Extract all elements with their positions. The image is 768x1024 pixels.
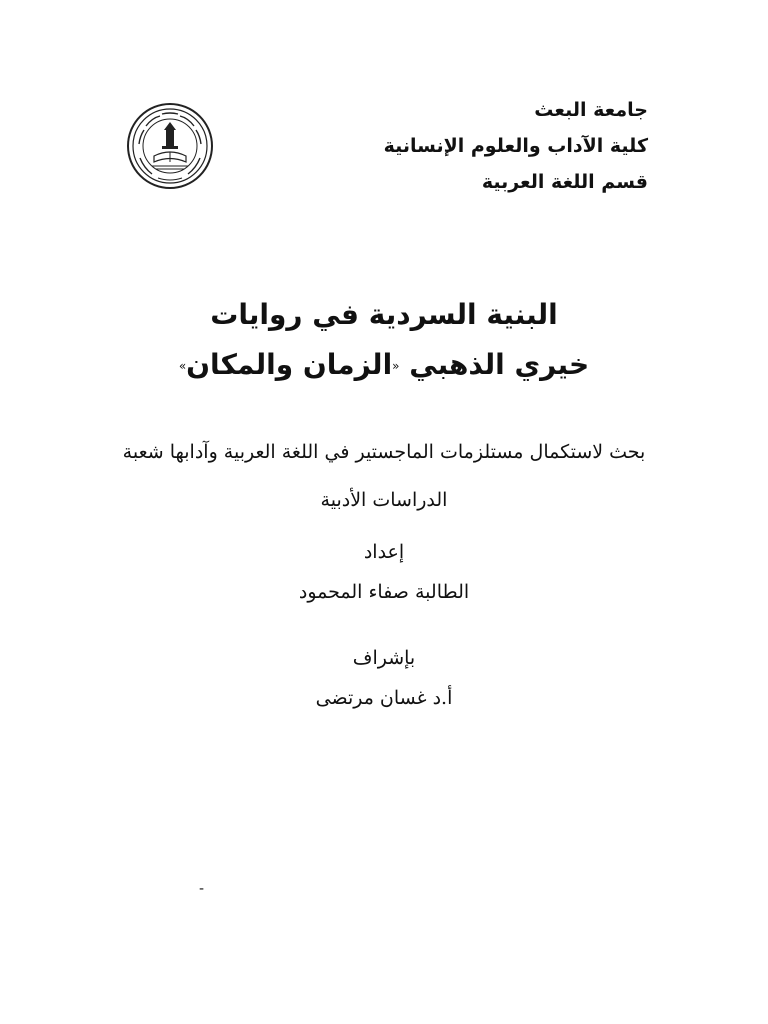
student-name: الطالبة صفاء المحمود — [298, 581, 470, 603]
author-name: خيري الذهبي — [399, 348, 590, 381]
institution-header — [348, 92, 648, 200]
thesis-details — [0, 432, 768, 716]
thesis-title — [0, 290, 768, 390]
supervision-label: بإشراف — [352, 647, 416, 669]
purpose-line-1: بحث لاستكمال مستلزمات الماجستير في اللغة العربية وآدابها شعبة — [122, 441, 646, 463]
supervisor-name: أ.د غسان مرتضى — [315, 687, 453, 709]
quote-close: » — [178, 359, 187, 373]
quote-open: « — [392, 359, 400, 373]
university-name: جامعة البعث — [534, 99, 648, 121]
purpose-line-2: الدراسات الأدبية — [320, 489, 448, 511]
department-name: قسم اللغة العربية — [481, 171, 648, 193]
title-subject: الزمان والمكان — [186, 348, 393, 381]
preparation-label: إعداد — [363, 541, 405, 563]
footer-mark: - — [199, 881, 205, 897]
faculty-name: كلية الآداب والعلوم الإنسانية — [383, 135, 648, 157]
university-seal-icon — [126, 102, 214, 190]
title-line-2 — [0, 340, 768, 390]
title-line-1: البنية السردية في روايات — [210, 298, 558, 331]
